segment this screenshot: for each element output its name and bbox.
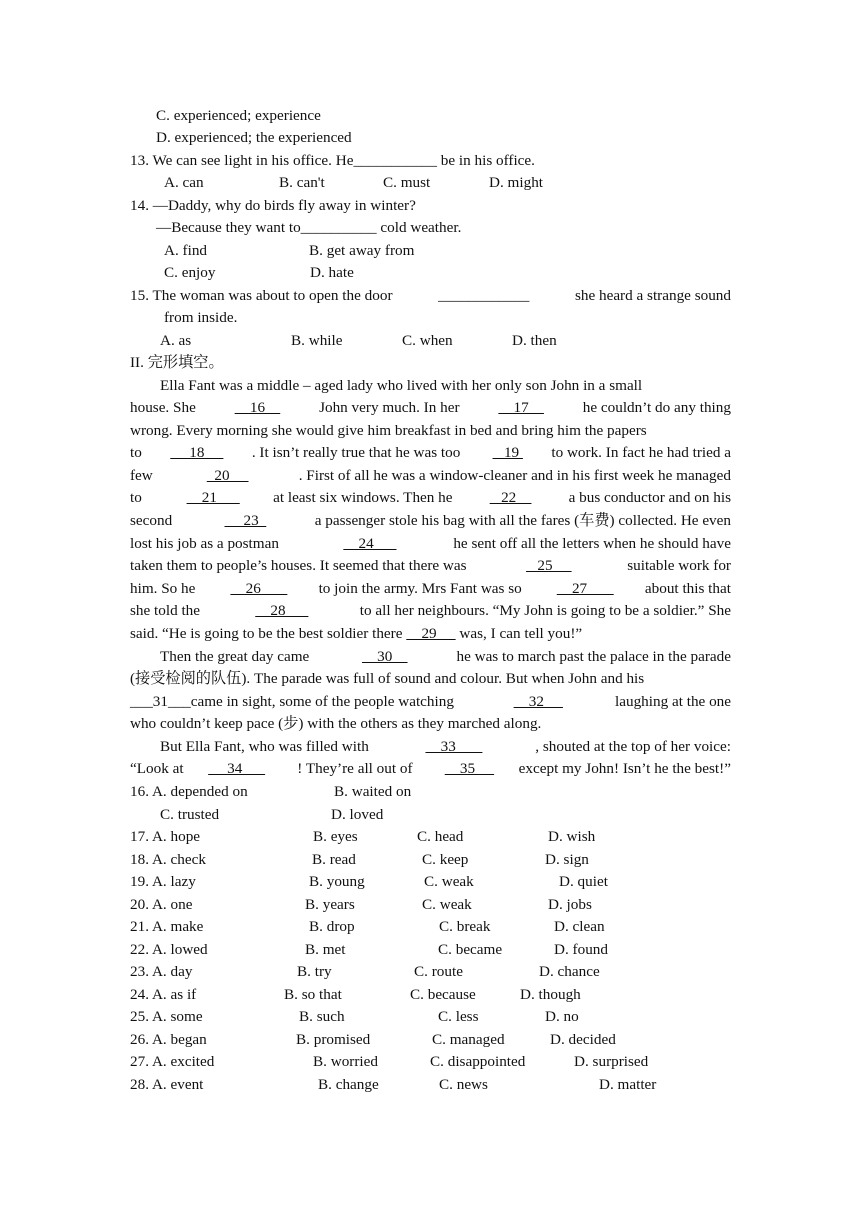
passage-line (130, 624, 582, 644)
cloze-option-a: 20. A. one (130, 895, 193, 913)
question-15-continuation: from inside. (164, 309, 238, 326)
cloze-option-d: D. sign (545, 850, 589, 868)
blank-30: 30 (361, 648, 408, 665)
blank-28: 28 (255, 602, 309, 619)
cloze-option-a: 26. A. began (130, 1030, 207, 1048)
blank-23: 23 (224, 512, 267, 529)
cloze-option-d: D. matter (599, 1075, 657, 1093)
passage-line (130, 421, 731, 441)
cloze-option-c: C. trusted (160, 805, 220, 823)
passage-text: she told the (130, 602, 208, 619)
blank-17: 17 (498, 399, 544, 416)
cloze-option-c: C. break (439, 918, 491, 935)
section-heading: II. 完形填空。 (130, 354, 224, 371)
question-13-stem-end: be in his office. (436, 152, 535, 169)
passage-text: to (130, 489, 154, 506)
passage-text: suitable work for (623, 557, 731, 574)
passage-text: to all her neighbours. “My John is going to be a soldier.” She (356, 602, 731, 619)
cloze-option-b: B. drop (309, 918, 355, 935)
q13-option-d: D. might (489, 174, 544, 191)
passage-text: ! They’re all out of (289, 760, 421, 777)
blank-29: 29 (406, 625, 456, 642)
cloze-option-a: 28. A. event (130, 1075, 204, 1093)
passage-line (130, 759, 731, 779)
q15-option-a: A. as (160, 332, 192, 349)
cloze-option-b: B. such (299, 1008, 345, 1025)
blank-34: 34 (208, 760, 266, 777)
passage-text: he sent off all the letters when he should have (453, 535, 731, 552)
blank-32: 32 (513, 693, 563, 710)
cloze-option-a: 23. A. day (130, 963, 193, 980)
cloze-option-c: C. head (417, 828, 464, 845)
passage-text: few (130, 467, 161, 484)
passage-line (130, 466, 731, 486)
cloze-option-d: D. found (554, 940, 608, 958)
cloze-option-d: D. quiet (559, 873, 608, 890)
passage-text: taken them to people’s houses. It seemed that there was (130, 557, 475, 574)
question-14-blank: __________ (300, 219, 377, 236)
cloze-option-a: 19. A. lazy (130, 873, 196, 890)
blank-26: 26 (230, 580, 288, 597)
passage-text-blank-31: ___31___came in sight, some of the people watching (130, 693, 462, 710)
passage-text: wrong. Every morning she would give him breakfast in bed and bring him the papers (130, 422, 647, 439)
passage-line (130, 692, 731, 712)
passage-text: John very much. In her (315, 399, 464, 416)
passage-text: “Look at (130, 760, 184, 777)
passage-text: about this that (641, 580, 731, 597)
cloze-option-d: D. jobs (548, 895, 592, 913)
passage-text: to join the army. Mrs Fant was so (314, 580, 530, 597)
cloze-option-b: B. read (312, 850, 356, 868)
question-13-blank: ___________ (353, 152, 437, 169)
passage-text: he was to march past the palace in the parade (452, 648, 731, 665)
blank-16: 16 (234, 399, 281, 416)
cloze-option-d: D. no (545, 1008, 579, 1025)
cloze-option-b: B. try (297, 963, 332, 980)
cloze-option-c: C. keep (422, 850, 469, 868)
blank-22: 22 (489, 489, 532, 506)
cloze-option-d: D. surprised (574, 1053, 649, 1070)
passage-line (130, 669, 731, 689)
blank-21: 21 (186, 489, 240, 506)
cloze-option-c: C. route (414, 963, 463, 980)
cloze-option-b: B. met (305, 940, 346, 958)
passage-text: But Ella Fant, who was filled with (160, 738, 377, 755)
passage-text: was, I can tell you!” (455, 625, 583, 642)
passage-line (130, 579, 731, 599)
cloze-option-b: B. change (318, 1075, 379, 1093)
passage-text: except my John! Isn’t he the best!” (518, 760, 731, 777)
question-15 (130, 286, 731, 306)
cloze-option-d: D. though (520, 985, 581, 1003)
passage-text: second (130, 512, 180, 529)
blank-20: 20 (206, 467, 249, 484)
passage-text: said. “He is going to be the best soldier there (130, 625, 407, 642)
option-c: C. experienced; experience (156, 107, 321, 124)
q15-option-c: C. when (402, 332, 453, 349)
blank-18: 18 (170, 444, 224, 461)
passage-line (130, 601, 731, 621)
cloze-option-a: 27. A. excited (130, 1053, 215, 1070)
passage-line (130, 488, 731, 508)
passage-text: at least six windows. Then he (273, 489, 457, 506)
passage-text: a bus conductor and on his (564, 489, 731, 506)
cloze-option-a: 24. A. as if (130, 985, 197, 1003)
cloze-option-c: C. news (439, 1075, 488, 1093)
question-15-stem-end: she heard a strange sound (571, 287, 731, 304)
cloze-option-d: D. wish (548, 828, 596, 845)
cloze-option-b: B. promised (296, 1030, 371, 1048)
question-14-reply-end: cold weather. (376, 219, 462, 236)
cloze-option-a: 21. A. make (130, 918, 204, 935)
cloze-option-d: D. chance (539, 963, 600, 980)
cloze-option-b: B. young (309, 873, 365, 890)
passage-text: (接受检阅的队伍). The parade was full of sound and colour. But when John and his (130, 670, 645, 687)
passage-line: who couldn’t keep pace (步) with the others as they marched along. (130, 715, 542, 732)
cloze-option-b: B. so that (284, 985, 342, 1003)
passage-text: he couldn’t do any thing (578, 399, 731, 416)
passage-line (130, 443, 731, 463)
q14-option-a: A. find (164, 242, 208, 259)
passage-line (130, 556, 731, 576)
passage-line (130, 534, 731, 554)
passage-text: Then the great day came (160, 648, 317, 665)
cloze-option-b: B. worried (313, 1053, 378, 1070)
cloze-option-a: 22. A. lowed (130, 940, 208, 958)
blank-33: 33 (425, 738, 483, 755)
question-13 (130, 151, 535, 171)
cloze-option-a: 16. A. depended on (130, 783, 248, 800)
cloze-option-c: C. disappointed (430, 1053, 526, 1070)
q14-option-d: D. hate (310, 264, 354, 281)
q13-option-c: C. must (383, 174, 431, 191)
q13-option-b: B. can't (279, 174, 325, 191)
cloze-option-a: 25. A. some (130, 1008, 203, 1025)
passage-line (130, 398, 731, 418)
cloze-option-d: D. clean (554, 918, 605, 935)
passage-text: a passenger stole his bag with all the fares (车费) collected. He even (310, 512, 731, 529)
cloze-option-a: 18. A. check (130, 850, 206, 868)
passage-line: Ella Fant was a middle – aged lady who lived with her only son John in a small (160, 377, 643, 394)
question-15-blank: ____________ (438, 287, 530, 304)
question-14-reply-text: —Because they want to (156, 219, 301, 236)
q15-option-d: D. then (512, 332, 557, 349)
question-14-stem: 14. —Daddy, why do birds fly away in winter? (130, 197, 416, 214)
cloze-option-c: C. weak (424, 873, 474, 890)
cloze-option-c: C. less (438, 1008, 479, 1025)
passage-text: him. So he (130, 580, 203, 597)
question-15-stem: 15. The woman was about to open the door (130, 287, 397, 304)
passage-text: lost his job as a postman (130, 535, 287, 552)
blank-25: 25 (526, 557, 572, 574)
cloze-option-b: B. years (305, 895, 355, 913)
passage-line (130, 511, 731, 531)
passage-text: to (130, 444, 142, 461)
cloze-option-d: D. loved (331, 805, 384, 823)
passage-text: . First of all he was a window-cleaner and in his first week he managed (294, 467, 731, 484)
cloze-option-c: C. weak (422, 895, 472, 913)
cloze-option-c: C. because (410, 985, 476, 1003)
q14-option-c: C. enjoy (164, 264, 216, 281)
q13-option-a: A. can (164, 174, 204, 191)
cloze-option-a: 17. A. hope (130, 828, 201, 845)
blank-35: 35 (444, 760, 495, 777)
cloze-option-b: B. eyes (313, 828, 358, 845)
passage-line (160, 737, 731, 757)
cloze-option-b: B. waited on (334, 783, 412, 800)
passage-text: to work. In fact he had tried a (551, 444, 731, 461)
question-13-stem: 13. We can see light in his office. He (130, 152, 354, 169)
blank-19: 19 (492, 444, 523, 461)
passage-text: house. She (130, 399, 200, 416)
passage-text: , shouted at the top of her voice: (531, 738, 731, 755)
cloze-option-d: D. decided (550, 1030, 616, 1048)
passage-line (160, 647, 731, 667)
option-d: D. experienced; the experienced (156, 129, 352, 146)
passage-text: laughing at the one (615, 693, 731, 710)
cloze-option-c: C. became (438, 940, 503, 958)
passage-text: . It isn’t really true that he was too (251, 444, 465, 461)
q14-option-b: B. get away from (309, 242, 415, 259)
cloze-option-c: C. managed (432, 1030, 505, 1048)
blank-24: 24 (343, 535, 397, 552)
blank-27: 27 (556, 580, 614, 597)
q15-option-b: B. while (291, 332, 343, 349)
question-14-reply (156, 218, 461, 238)
